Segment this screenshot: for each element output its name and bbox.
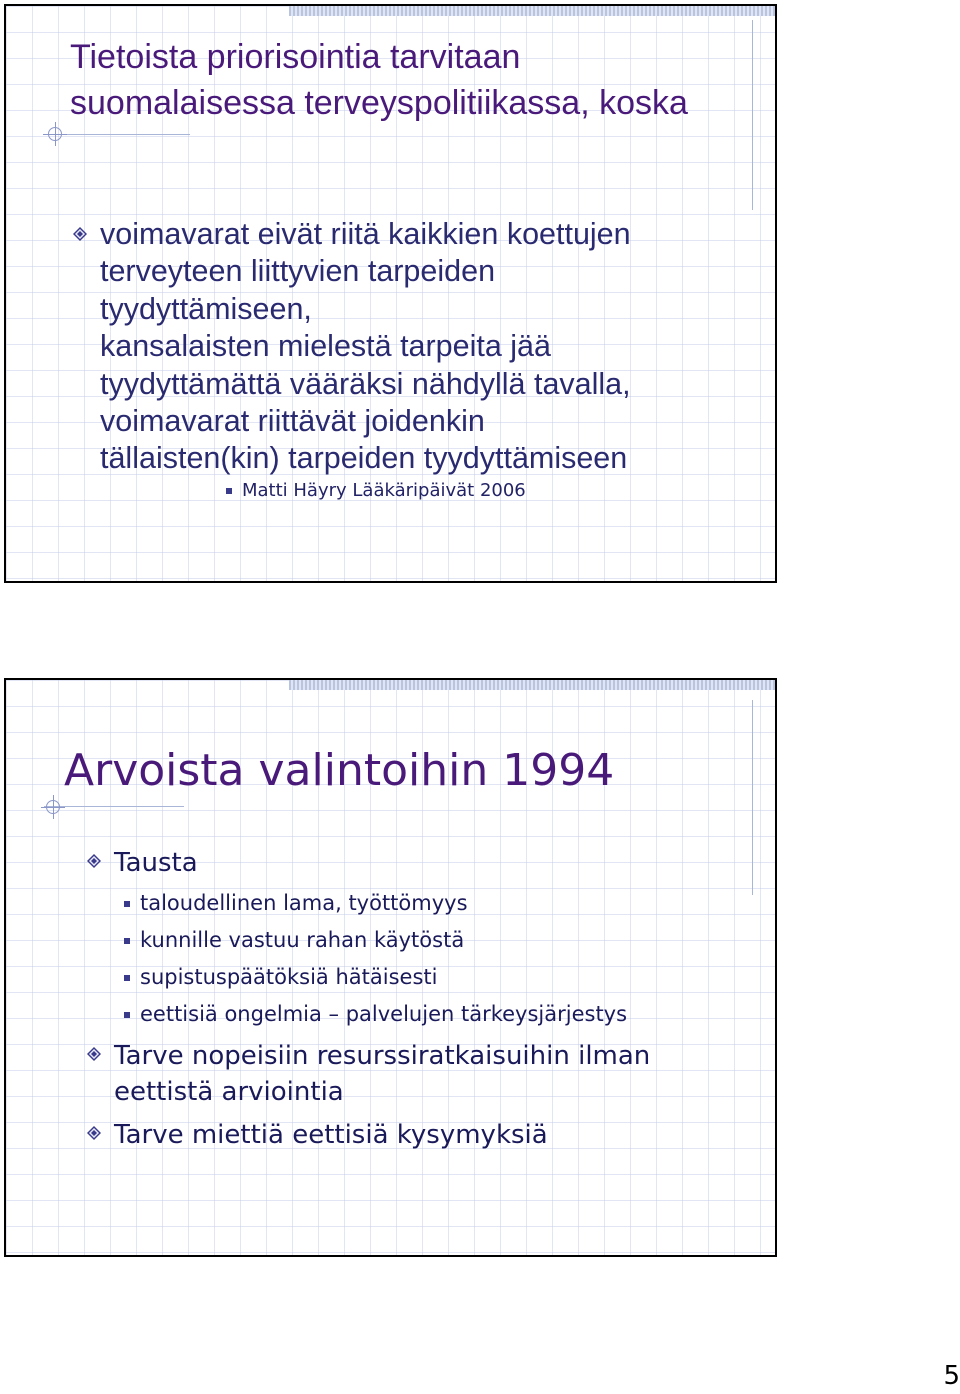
bullet-item — [86, 1038, 736, 1110]
sub-bullet-item — [124, 1000, 627, 1028]
sub-bullet-item — [124, 926, 464, 954]
crosshair-icon — [46, 800, 60, 814]
bullet-line: kansalaisten mielestä tarpeita jää — [100, 329, 551, 364]
square-icon — [124, 1012, 130, 1018]
bullet-item — [86, 845, 736, 881]
square-icon — [124, 901, 130, 907]
sub-bullet-text: taloudellinen lama, työttömyys — [140, 891, 468, 915]
sub-bullet-text: kunnille vastuu rahan käytöstä — [140, 928, 465, 952]
diamond-icon — [86, 1046, 102, 1062]
square-icon — [226, 488, 232, 494]
decorative-horizontal-line — [50, 134, 190, 135]
diamond-icon — [86, 1125, 102, 1141]
bullet-text: Tarve miettiä eettisiä kysymyksiä — [114, 1120, 548, 1150]
decorative-horizontal-line — [44, 806, 184, 807]
sub-bullet-item — [124, 889, 468, 917]
bullet-line: tyydyttämiseen, — [100, 291, 312, 326]
slide-top-bar — [289, 6, 775, 16]
bullet-line: tyydyttämättä vääräksi nähdyllä tavalla, — [100, 366, 631, 401]
slide-title: Arvoista valintoihin 1994 — [64, 745, 615, 796]
bullet-item — [86, 1117, 736, 1153]
page-number: 5 — [943, 1361, 960, 1391]
slide-1 — [4, 4, 777, 583]
slide-top-bar — [289, 680, 775, 690]
square-icon — [124, 938, 130, 944]
diamond-icon — [86, 853, 102, 869]
decorative-vertical-line — [752, 700, 753, 895]
slide-2 — [4, 678, 777, 1257]
bullet-text: Tausta — [114, 848, 198, 878]
bullet-line: voimavarat riittävät joidenkin — [100, 404, 485, 439]
source-text: Matti Häyry Lääkäripäivät 2006 — [242, 480, 526, 501]
bullet-line: terveyteen liittyvien tarpeiden — [100, 254, 496, 289]
bullet-line: voimavarat eivät riitä kaikkien koettujen — [100, 217, 631, 251]
sub-bullet-text: supistuspäätöksiä hätäisesti — [140, 965, 438, 989]
bullet-line: Tarve nopeisiin resurssiratkaisuihin ilman — [114, 1041, 651, 1071]
square-icon — [124, 975, 130, 981]
source-citation — [226, 480, 526, 501]
bullet-line: eettistä arviointia — [114, 1077, 344, 1107]
bullet-item — [72, 216, 762, 478]
sub-bullet-text: eettisiä ongelmia – palvelujen tärkeysjärjestys — [140, 1002, 628, 1026]
bullet-line: tällaisten(kin) tarpeiden tyydyttämiseen — [100, 441, 628, 476]
slide-title: Tietoista priorisointia tarvitaan suomalaisessa terveyspolitiikassa, koska — [70, 38, 688, 122]
crosshair-icon — [48, 127, 62, 141]
sub-bullet-item — [124, 963, 437, 991]
diamond-icon — [72, 226, 88, 242]
decorative-vertical-line — [752, 20, 753, 210]
